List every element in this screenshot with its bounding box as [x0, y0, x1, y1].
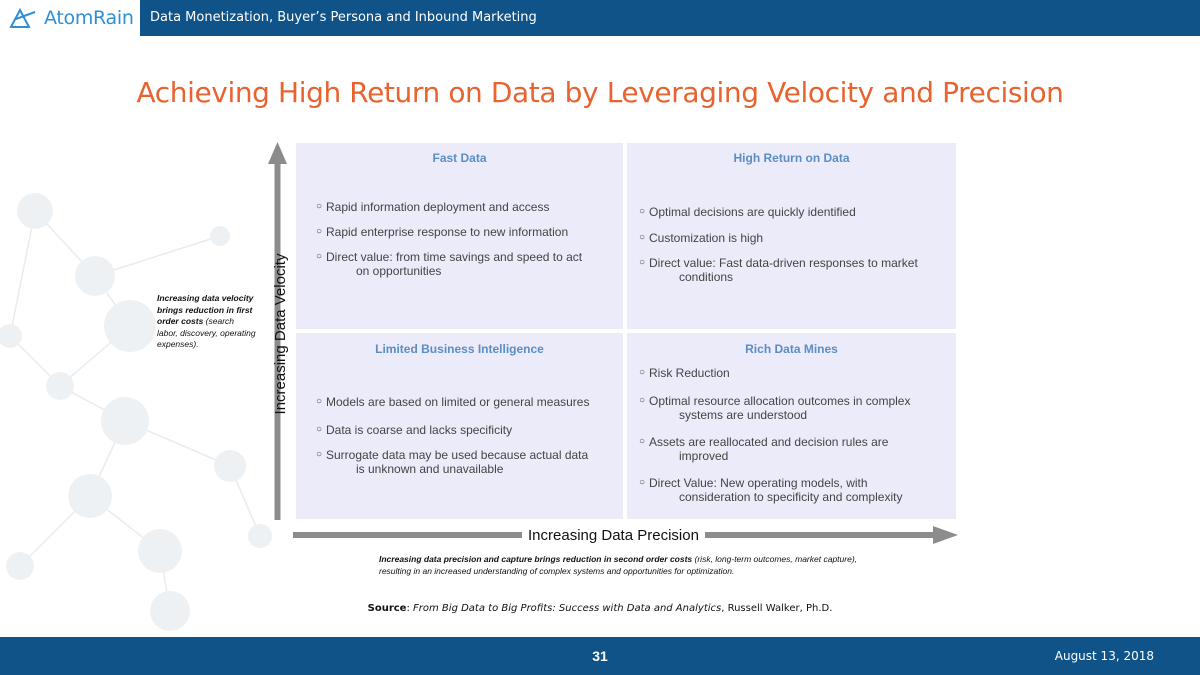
- bullet-icon: ○: [639, 232, 646, 243]
- logo: [0, 0, 140, 36]
- page-number: 31: [592, 648, 608, 664]
- logo-text: AtomRain: [44, 7, 134, 29]
- list-item: ○ Rapid enterprise response to new information: [316, 225, 569, 239]
- bullet-icon: ○: [316, 201, 323, 212]
- bullet-icon: ○: [316, 251, 323, 262]
- precision-note: Increasing data precision and capture brings reduction in second order costs (risk, long-term outcomes, market capture), resulting in an increased understanding of complex systems and opportunities for optimization.: [379, 554, 858, 576]
- quadrant-fast-data: [296, 143, 623, 329]
- list-item: ○ Data is coarse and lacks specificity: [316, 423, 513, 437]
- bullet-icon: ○: [316, 424, 323, 435]
- atom-logo-icon: [8, 6, 38, 30]
- bullet-icon: ○: [639, 367, 646, 378]
- footer-bar: [0, 637, 1200, 675]
- source-citation: Source: From Big Data to Big Profits: Success with Data and Analytics, Russell Walker, Ph.D.: [367, 603, 833, 614]
- bullet-icon: ○: [316, 449, 323, 460]
- list-item: ○ Direct value: from time savings and speed to act on opportunities: [316, 250, 583, 278]
- bullet-icon: ○: [639, 395, 646, 406]
- quadrant-title: Limited Business Intelligence: [375, 342, 544, 356]
- bullet-icon: ○: [316, 226, 323, 237]
- quadrant-title: Fast Data: [432, 151, 487, 165]
- list-item: ○ Optimal resource allocation outcomes in complex systems are understood: [639, 394, 911, 422]
- bullet-icon: ○: [316, 396, 323, 407]
- list-item: ○ Risk Reduction: [639, 366, 730, 380]
- bullet-icon: ○: [639, 257, 646, 268]
- quadrant-rich-data-mines: [627, 333, 956, 519]
- footer-date: August 13, 2018: [1054, 649, 1154, 663]
- quadrant-high-return-on-data: [627, 143, 956, 329]
- list-item: ○ Optimal decisions are quickly identified: [639, 205, 856, 219]
- quadrant-title: Rich Data Mines: [745, 342, 838, 356]
- bullet-icon: ○: [639, 436, 646, 447]
- list-item: ○ Customization is high: [639, 231, 764, 245]
- quadrant-limited-business-intelligence: [296, 333, 623, 519]
- precision-axis-label: Increasing Data Precision: [522, 527, 705, 544]
- velocity-note: Increasing data velocity brings reduction in first order costs (search labor, discovery, operating expenses).: [157, 293, 256, 349]
- slide-title: Achieving High Return on Data by Leveraging Velocity and Precision: [136, 76, 1064, 109]
- list-item: ○ Surrogate data may be used because actual data is unknown and unavailable: [316, 448, 589, 476]
- list-item: ○ Direct value: Fast data-driven responses to market conditions: [639, 256, 918, 284]
- bullet-icon: ○: [639, 206, 646, 217]
- bullet-icon: ○: [639, 477, 646, 488]
- list-item: ○ Assets are reallocated and decision rules are improved: [639, 435, 889, 463]
- list-item: ○ Models are based on limited or general measures: [316, 395, 590, 409]
- velocity-axis-label: Increasing Data Velocity: [272, 253, 289, 415]
- list-item: ○ Rapid information deployment and access: [316, 200, 550, 214]
- quadrant-title: High Return on Data: [733, 151, 850, 165]
- header-bar: [0, 0, 1200, 36]
- list-item: ○ Direct Value: New operating models, with consideration to specificity and complexity: [639, 476, 903, 504]
- header-title: Data Monetization, Buyer’s Persona and Inbound Marketing: [150, 10, 537, 25]
